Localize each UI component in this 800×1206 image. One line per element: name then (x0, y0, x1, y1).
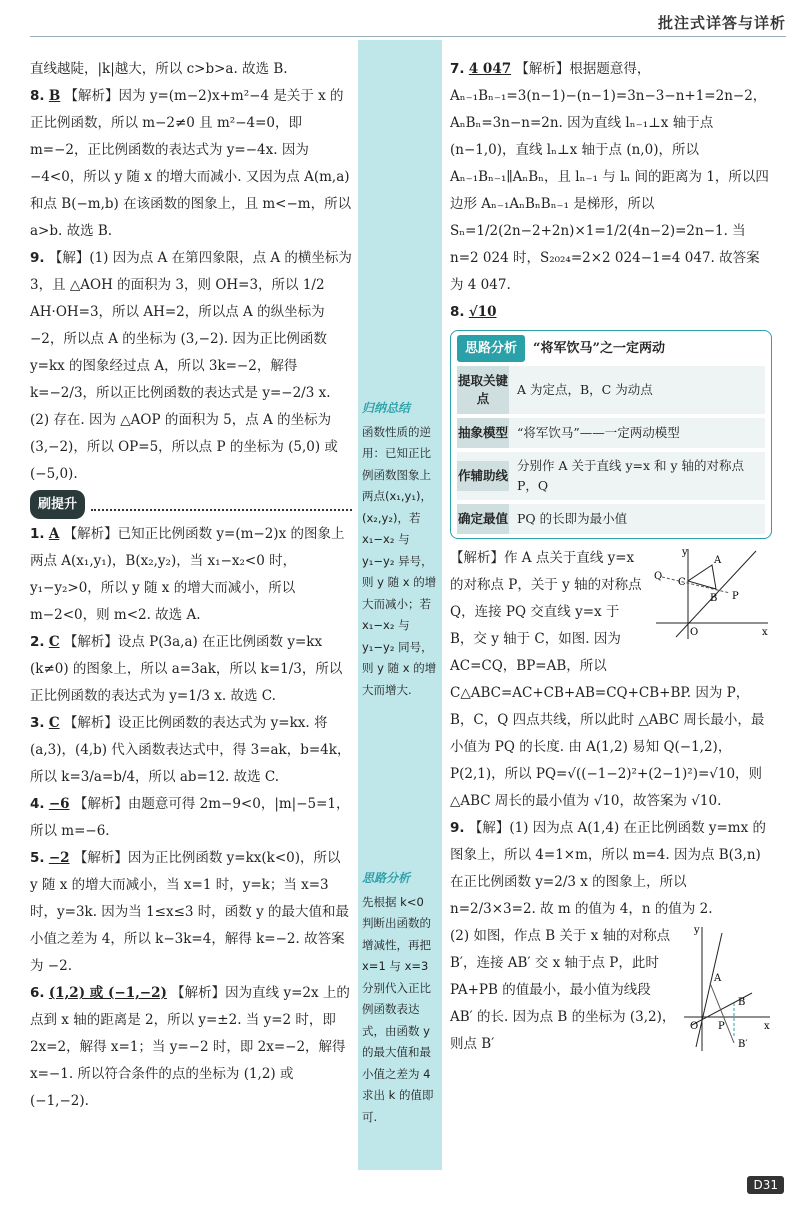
solution-text: 【解析】因为 y=(m−2)x+m²−4 是关于 x 的正比例函数，所以 m−2≠0 且 m²−4=0，即 m=−2，正比例函数的表达式为 y=−4x. 因为 −4<0，所以 y 随 x 的增大而减小. 又因为点 A(m,a) 和点 B(−m,b) 在该函数的图象上，且 m<−m，所以 a>b. 故选 B. (30, 88, 352, 239)
side-note-summary (362, 398, 438, 701)
question-7 (450, 56, 772, 299)
row-key: 抽象模型 (457, 418, 509, 448)
fig-label: O (690, 1021, 699, 1032)
fig-label: O (690, 627, 699, 638)
figure-2 (682, 923, 772, 1053)
side-note-text: 函数性质的逆用：已知正比例函数图象上两点(x₁,y₁)，(x₂,y₂)，若 x₁−x₂ 与 y₁−y₂ 异号，则 y 随 x 的增大而减小；若 x₁−x₂ 与 y₁−y₂ 同号，则 y 随 x 的增大而增大. (362, 424, 437, 697)
section-banner (30, 490, 352, 519)
solution-text: 【解析】因为正比例函数 y=kx(k<0)，所以 y 随 x 的增大而减小，当 x=1 时，y=k；当 x=3 时，y=3k. 因为当 1≤x≤3 时，函数 y 的最大值和最小值之差为 4，所以 k−3k=4，解得 k=−2. 故答案为 −2. (30, 850, 349, 974)
question-6 (30, 980, 352, 1115)
solution-text: 【解析】根据题意得，Aₙ₋₁Bₙ₋₁=3(n−1)−(n−1)=3n−3−n+1=2n−2，AₙBₙ=3n−n=2n. 因为直线 lₙ₋₁⊥x 轴于点 (n−1,0)，直线 lₙ⊥x 轴于点 (n,0)，所以 Aₙ₋₁Bₙ₋₁∥AₙBₙ，且 lₙ₋₁ 与 lₙ 间的距离为 1，所以四边形 Aₙ₋₁AₙBₙBₙ₋₁ 是梯形，所以 Sₙ=1/2(2n−2+2n)×1=1/2(4n−2)=2n−1. 当 n=2 024 时，S₂₀₂₄=2×2 024−1=4 047. 故答案为 4 047. (450, 61, 769, 293)
row-value: A 为定点，B，C 为动点 (517, 382, 653, 397)
answer: (1,2) 或 (−1,−2) (48, 985, 167, 1001)
question-number: 6. (30, 985, 45, 1001)
question-number: 4. (30, 796, 45, 812)
section-title: 刷提升 (30, 490, 85, 519)
answer: −6 (48, 796, 70, 812)
solution-text: 【解】(1) 因为点 A 在第四象限，点 A 的横坐标为 3，且 △AOH 的面积为 3，则 OH=3，所以 1/2 AH·OH=3，所以 AH=2，所以点 A 的纵坐标为 −2，所以点 A 的坐标为 (3,−2). 因为正比例函数 y=kx 的图象经过点 A，所以 3k=−2，解得 k=−2/3，所以正比例函数的表达式是 y=−2/3 x. (30, 250, 352, 401)
solution-text: 【解析】由题意可得 2m−9<0，|m|−5=1，所以 m=−6. (30, 796, 350, 839)
page-number: D31 (747, 1176, 784, 1194)
question-2 (30, 629, 352, 710)
answer: B (48, 88, 61, 104)
row-value: PQ 的长即为最小值 (517, 511, 628, 526)
question-number: 5. (30, 850, 45, 866)
solution-text: 【解析】因为直线 y=2x 上的点到 x 轴的距离是 2，所以 y=±2. 当 y=2 时，即 2x=2，解得 x=1；当 y=−2 时，即 2x=−2，解得 x=−1. 所以符合条件的点的坐标为 (1,2) 或 (−1,−2). (30, 985, 350, 1109)
question-number: 7. (450, 61, 465, 77)
question-number: 3. (30, 715, 45, 731)
solution-text: 【解析】设正比例函数的表达式为 y=kx. 将 (a,3)，(4,b) 代入函数表达式中，得 3=ak，b=4k，所以 k=3/a=b/4，所以 ab=12. 故选 C. (30, 715, 351, 785)
row-key: 提取关键点 (457, 366, 509, 414)
solution-text: 【解析】设点 P(3a,a) 在正比例函数 y=kx (k≠0) 的图象上，所以 a=3ak，所以 k=1/3，所以正比例函数的表达式为 y=1/3 x. 故选 C. (30, 634, 343, 704)
question-number: 8. (30, 88, 45, 104)
question-number: 9. (450, 820, 465, 836)
question-5 (30, 845, 352, 980)
row-key: 作辅助线 (457, 461, 509, 491)
page-header: 批注式详答与详析 (657, 14, 786, 32)
answer: √10 (468, 304, 497, 320)
fig-label: P (732, 591, 739, 602)
thinking-box (450, 330, 772, 539)
figure-1 (652, 545, 772, 641)
fig-label: Q (654, 571, 663, 582)
left-column (30, 56, 352, 1115)
question-8-right (450, 299, 772, 326)
answer: C (48, 715, 60, 731)
row-value: 分别作 A 关于直线 y=x 和 y 轴的对称点 P，Q (517, 458, 745, 493)
side-note-title: 归纳总结 (362, 401, 411, 415)
thinking-label: 思路分析 (457, 335, 525, 362)
fig-label: y (682, 547, 688, 558)
question-9-right (450, 815, 772, 923)
row-value: “将军饮马”——一定两动模型 (517, 425, 680, 440)
thinking-subtitle: “将军饮马”之一定两动 (533, 341, 665, 356)
question-3 (30, 710, 352, 791)
fig-label: C (678, 577, 686, 588)
thinking-row (457, 418, 765, 448)
question-9 (30, 245, 352, 407)
fig-label: y (694, 925, 700, 936)
question-number: 8. (450, 304, 465, 320)
fig-label: x (764, 1021, 770, 1032)
thinking-row (457, 504, 765, 534)
answer: C (48, 634, 60, 650)
thinking-row (457, 366, 765, 414)
question-number: 2. (30, 634, 45, 650)
solution-text: (2) 如图，作点 B 关于 x 轴的对称点 B′，连接 AB′ 交 x 轴于点 P，此时 PA+PB 的值最小，最小值为线段 AB′ 的长. 因为点 B 的坐标为 (3,2)，则点 B′ (450, 928, 676, 1052)
solution-text: 【解析】已知正比例函数 y=(m−2)x 的图象上两点 A(x₁,y₁)，B(x₂,y₂)，当 x₁−x₂<0 时，y₁−y₂>0，所以 y 随 x 的增大而减小，所以 m−2<0，则 m<2. 故选 A. (30, 526, 345, 623)
side-note-title: 思路分析 (362, 871, 411, 885)
fig-label: A (714, 973, 722, 984)
fig-label: x (762, 627, 768, 638)
answer: −2 (48, 850, 70, 866)
thinking-row (457, 452, 765, 500)
paragraph: 直线越陡，|k|越大，所以 c>b>a. 故选 B. (30, 61, 288, 77)
question-4 (30, 791, 352, 845)
side-note-analysis (362, 868, 438, 1128)
solution-text: (2) 存在. 因为 △AOP 的面积为 5，点 A 的坐标为 (3,−2)，所以 OP=5，所以点 P 的坐标为 (5,0) 或 (−5,0). (30, 412, 338, 482)
solution-text: 【解】(1) 因为点 A(1,4) 在正比例函数 y=mx 的图象上，所以 4=1×m，所以 m=4. 因为点 B(3,n) 在正比例函数 y=2/3 x 的图象上，所以 n=2/3×3=2. 故 m 的值为 4，n 的值为 2. (450, 820, 767, 917)
solution-text: 【解析】作 A 点关于直线 y=x 的对称点 P，关于 y 轴的对称点 Q，连接 PQ 交直线 y=x 于 B，交 y 轴于 C，如图. 因为 AC=CQ，BP=AB，所以 C△ABC=AC+CB+AB=CQ+CB+BP. 因为 P，B，C，Q 四点共线，所以此时 △ABC 周长最小，最小值为 PQ 的长度. 由 A(1,2) 易知 Q(−1,2)，P(2,1)，所以 PQ=√((−1−2)²+(2−1)²)=√10，则 △ABC 周长的最小值为 √10，故答案为 √10. (450, 550, 765, 809)
question-number: 1. (30, 526, 45, 542)
fig-label: P (718, 1021, 725, 1032)
question-1 (30, 521, 352, 629)
question-number: 9. (30, 250, 45, 266)
header-rule (30, 36, 786, 37)
answer: A (48, 526, 60, 542)
fig-label: B (738, 997, 746, 1008)
side-note-text: 先根据 k<0 判断出函数的增减性，再把 x=1 与 x=3 分别代入正比例函数表达式，由函数 y 的最大值和最小值之差为 4 求出 k 的值即可. (362, 894, 434, 1124)
fig-label: B (710, 593, 718, 604)
fig-label: B′ (738, 1039, 748, 1050)
answer: 4 047 (468, 61, 512, 77)
row-key: 确定最值 (457, 504, 509, 534)
question-8 (30, 83, 352, 245)
divider (91, 499, 352, 511)
right-column (450, 56, 772, 1058)
fig-label: A (714, 555, 722, 566)
